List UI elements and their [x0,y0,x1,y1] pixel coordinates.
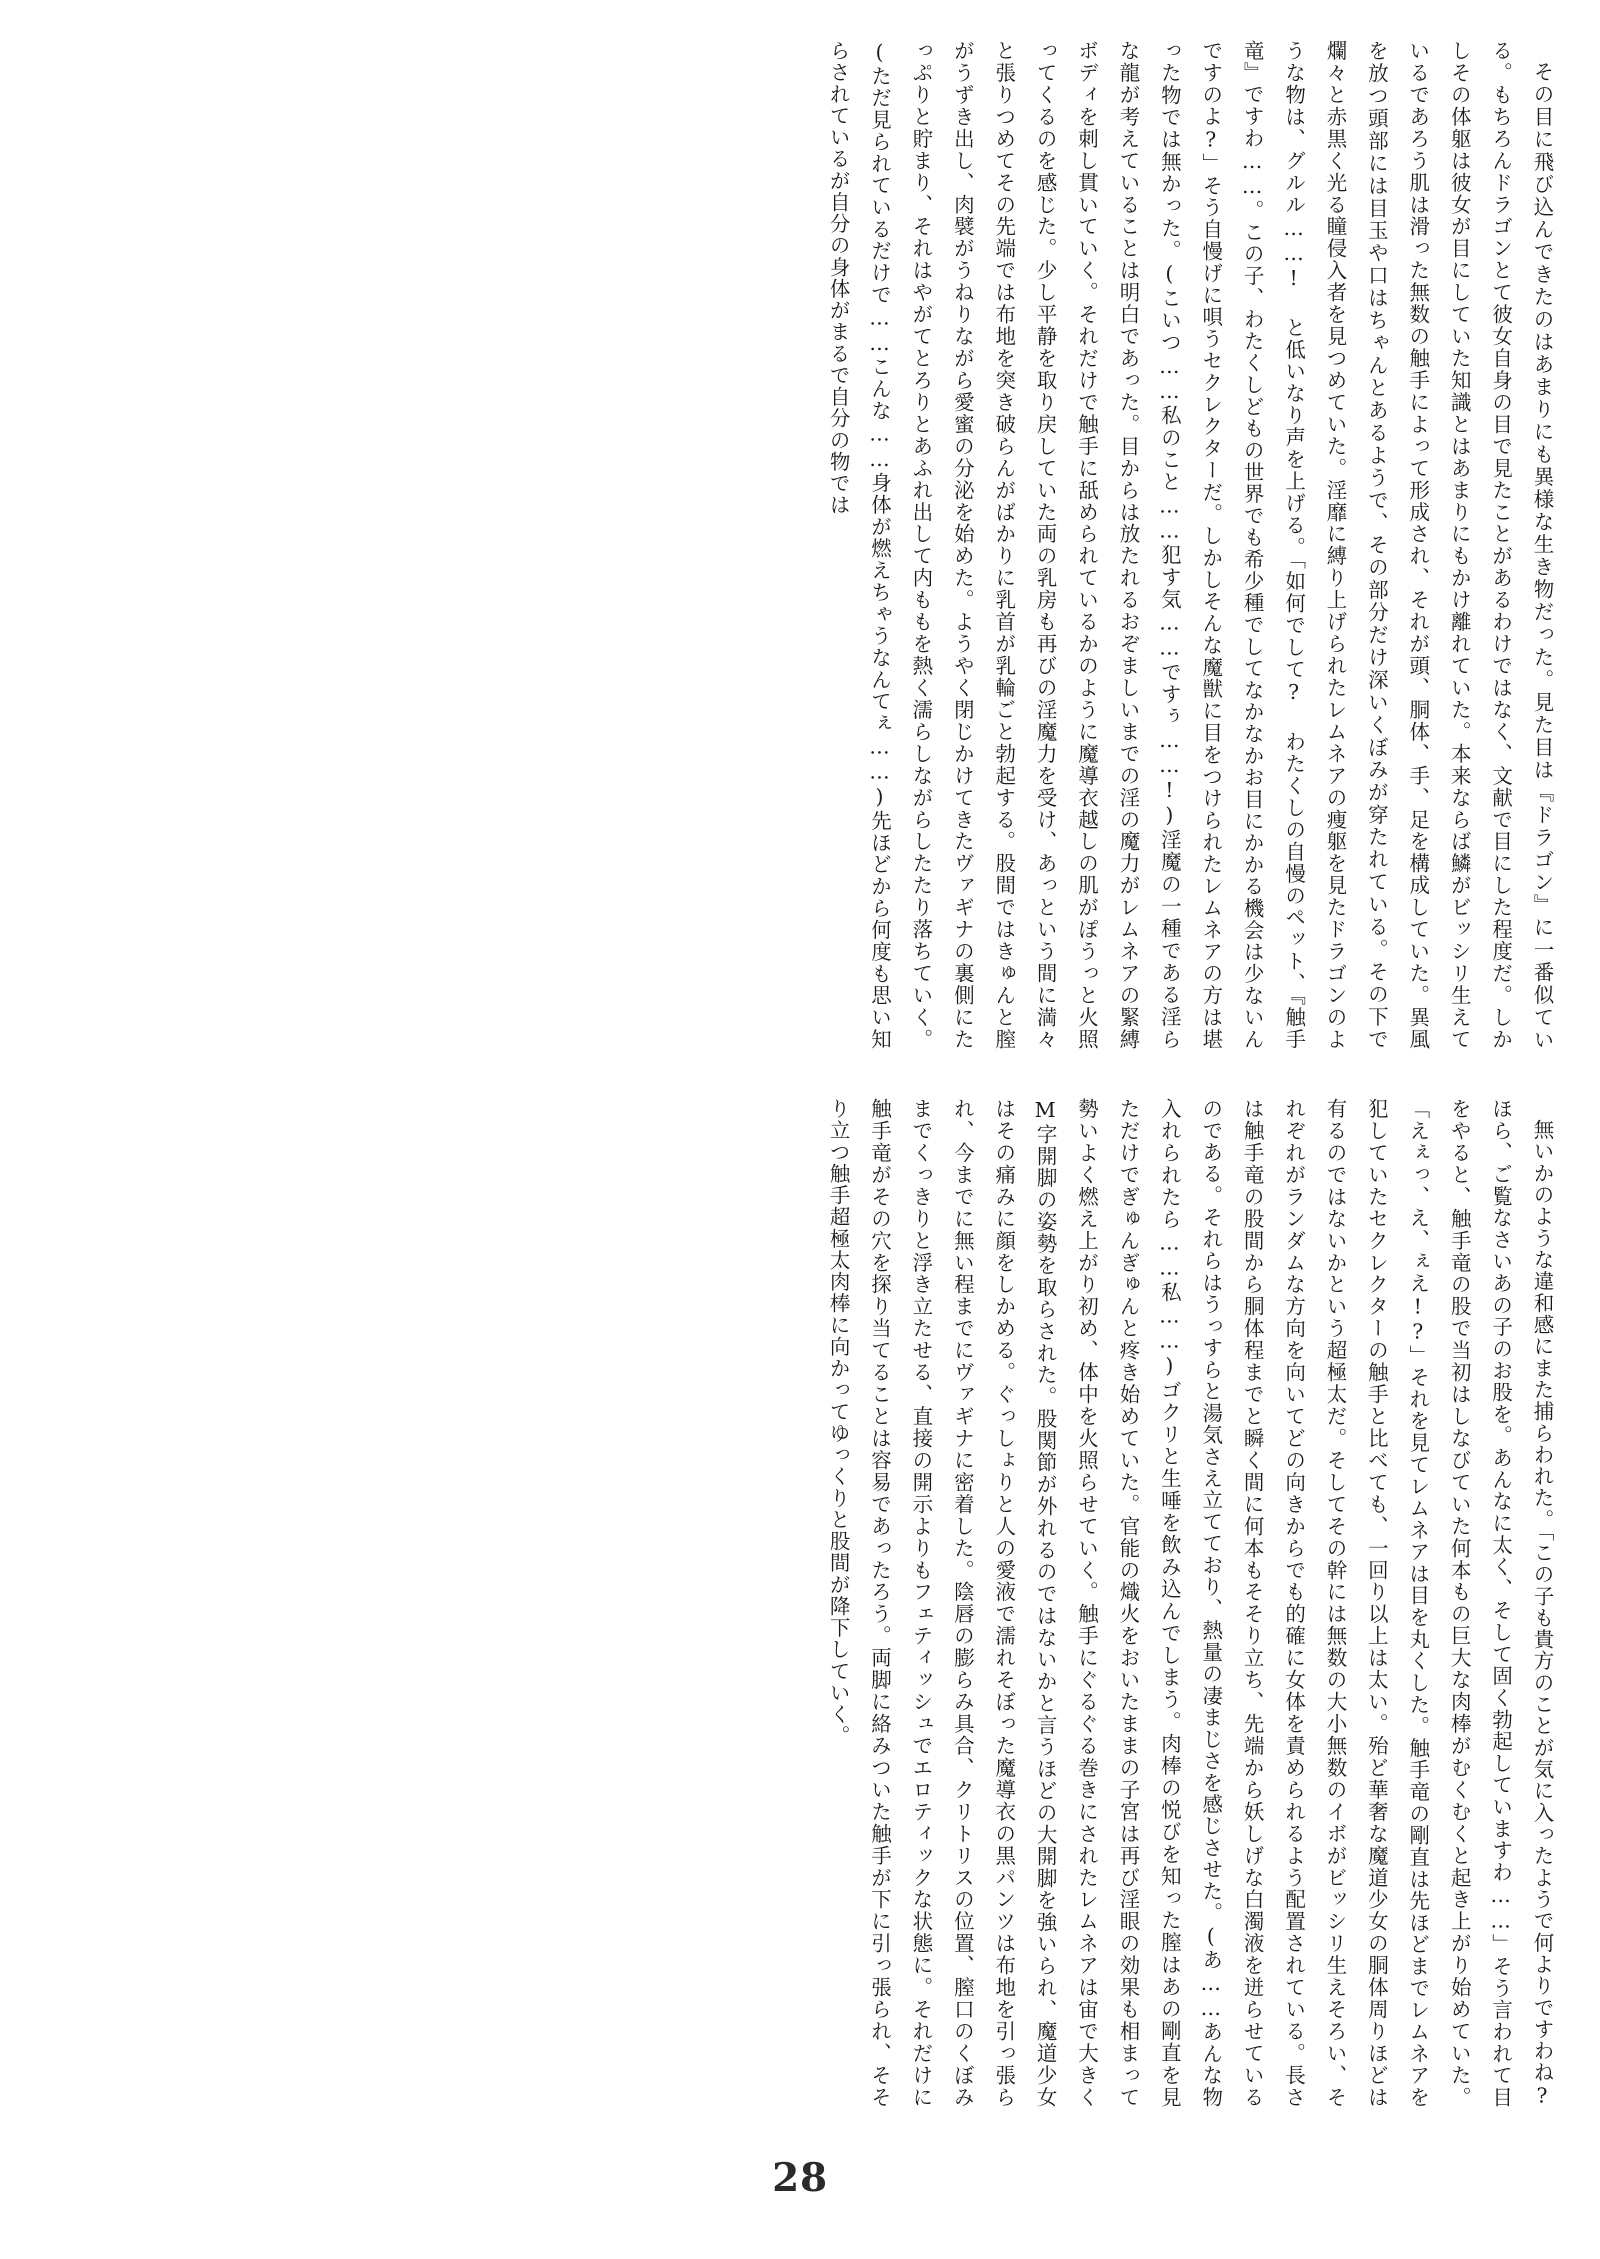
body-text-lower [552,1098,1562,2108]
page-number: 28 [772,2155,828,2201]
body-text-upper [42,40,1562,1050]
body-paragraph-lower: 無いかのような違和感にまた捕らわれた。「この子も貴方のことが気に入ったようで何よりですわね? ほら、ご覧なさいあの子のお股を。あんなに太く、そして固く勃起していますわ……」そう言われて目をやると、触手竜の股で当初はしなびていた何本もの巨大な肉棒がむくむくと起き上がり始めていた。「えぇっ、え、ぇえ!?」それを見てレムネアは目を丸くした。触手竜の剛直は先ほどまでレムネアを犯していたセクレクターの触手と比べても、一回り以上は太い。殆ど華奢な魔道少女の胴体周りほどは有るのではないかという超極太だ。そしてその幹には無数の大小無数のイボがビッシリ生えそろい、それぞれがランダムな方向を向いてどの向きからでも的確に女体を責められるよう配置されている。長さは触手竜の股間から胴体程までと瞬く間に何本もそそり立ち、先端から妖しげな白濁液を迸らせているのである。それらはうっすらと湯気さえ立てており、熱量の凄まじさを感じさせた。(あ……あんな物入れられたら……私……)ゴクリと生唾を飲み込んでしまう。肉棒の悦びを知った膣はあの剛直を見ただけでぎゅんぎゅんと疼き始めていた。官能の熾火をおいたままの子宮は再び淫眼の効果も相まって勢いよく燃え上がり初め、体中を火照らせていく。触手にぐるぐる巻きにされたレムネアは宙で大きくM字開脚の姿勢を取らされた。股関節が外れるのではないかと言うほどの大開脚を強いられ、魔道少女はその痛みに顔をしかめる。ぐっしょりと人の愛液で濡れそぼった魔導衣の黒パンツは布地を引っ張られ、今までに無い程までにヴァギナに密着した。陰唇の膨らみ具合、クリトリスの位置、膣口のくぼみまでくっきりと浮き立たせる、直接の開示よりもフェティッシュでエロティックな状態に。それだけに触手竜がその穴を探り当てることは容易であったろう。両脚に絡みついた触手が下に引っ張られ、そそり立つ触手超極太肉棒に向かってゆっくりと股間が降下していく。 [826,1098,1554,2108]
body-paragraph-upper: その目に飛び込んできたのはあまりにも異様な生き物だった。見た目は『ドラゴン』に一番似ている。もちろんドラゴンとて彼女自身の目で見たことがあるわけではなく、文献で目にした程度だ。しかしその体躯は彼女が目にしていた知識とはあまりにもかけ離れていた。本来ならば鱗がビッシリ生えているであろう肌は滑った無数の触手によって形成され、それが頭、胴体、手、足を構成していた。異風を放つ頭部には目玉や口はちゃんとあるようで、その部分だけ深いくぼみが穿たれている。その下で爛々と赤黒く光る瞳侵入者を見つめていた。淫靡に縛り上げられたレムネアの痩躯を見たドラゴンのような物は、グルル……! と低いなり声を上げる。「如何でして? わたくしの自慢のペット、『触手竜』ですわ……。この子、わたくしどもの世界でも希少種でしてなかなかお目にかかる機会は少ないんですのよ?」そう自慢げに唄うセクレクターだ。しかしそんな魔獣に目をつけられたレムネアの方は堪った物では無かった。(こいつ……私のこと……犯す気……ですぅ……!)淫魔の一種である淫らな龍が考えていることは明白であった。目からは放たれるおぞましいまでの淫の魔力がレムネアの緊縛ボディを刺し貫いていく。それだけで触手に舐められているかのように魔導衣越しの肌がぽうっと火照ってくるのを感じた。少し平静を取り戻していた両の乳房も再びの淫魔力を受け、あっという間に満々と張りつめてその先端では布地を突き破らんがばかりに乳首が乳輪ごと勃起する。股間ではきゅんと膣がうずき出し、肉襞がうねりながら愛蜜の分泌を始めた。ようやく閉じかけてきたヴァギナの裏側にたっぷりと貯まり、それはやがてとろりとあふれ出して内ももを熱く濡らしながらしたたり落ちていく。(ただ見られているだけで……こんな……身体が燃えちゃうなんてぇ……)先ほどから何度も思い知らされているが自分の身体がまるで自分の物では [826,40,1554,1051]
